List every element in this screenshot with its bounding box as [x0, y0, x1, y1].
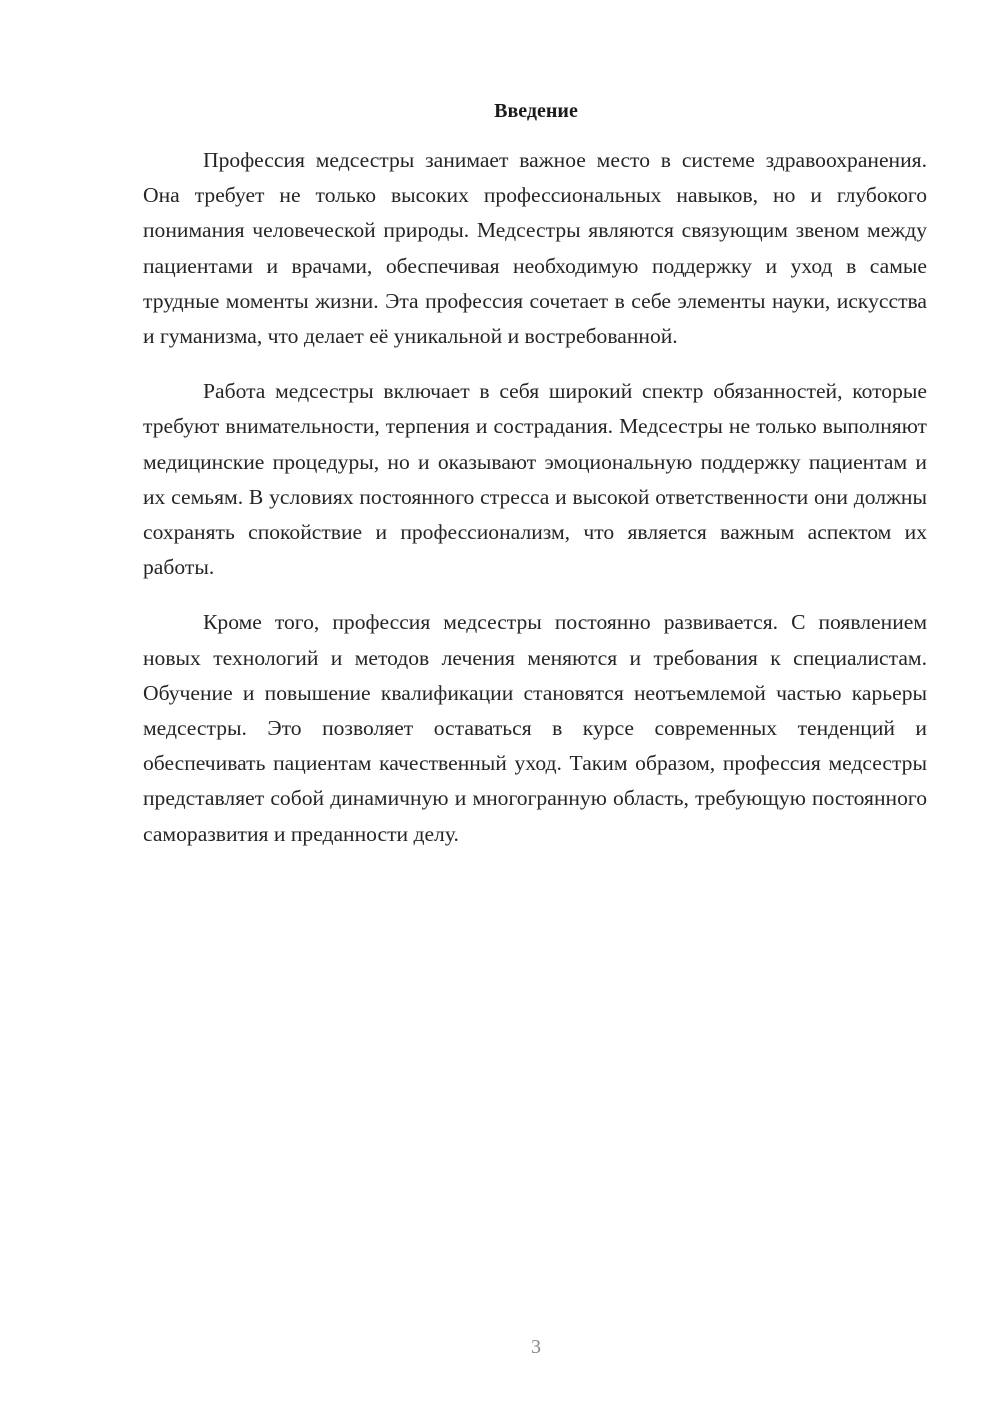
- section-heading: Введение: [494, 100, 578, 122]
- page-number: 3: [531, 1336, 541, 1358]
- paragraph-1: Профессия медсестры занимает важное место в системе здравоохранения. Она требует не только высоких профессиональных навыков, но и глубокого понимания человеческой природы. Медсестры являются связующим звеном между пациентами и врачами, обеспечивая необходимую поддержку и уход в самые трудные моменты жизни. Эта профессия сочетает в себе элементы науки, искусства и гуманизма, что делает её уникальной и востребованной.: [143, 148, 927, 349]
- paragraph-3: Кроме того, профессия медсестры постоянно развивается. С появлением новых технологий и методов лечения меняются и требования к специалистам. Обучение и повышение квалификации становятся неотъемлемой частью карьеры медсестры. Это позволяет оставаться в курсе современных тенденций и обеспечивать пациентам качественный уход. Таким образом, профессия медсестры представляет собой динамичную и многогранную область, требующую постоянного саморазвития и преданности делу.: [143, 610, 927, 846]
- paragraph-2: Работа медсестры включает в себя широкий спектр обязанностей, которые требуют внимательности, терпения и сострадания. Медсестры не только выполняют медицинские процедуры, но и оказывают эмоциональную поддержку пациентам и их семьям. В условиях постоянного стресса и высокой ответственности они должны сохранять спокойствие и профессионализм, что является важным аспектом их работы.: [143, 379, 927, 580]
- body-text: [143, 143, 927, 872]
